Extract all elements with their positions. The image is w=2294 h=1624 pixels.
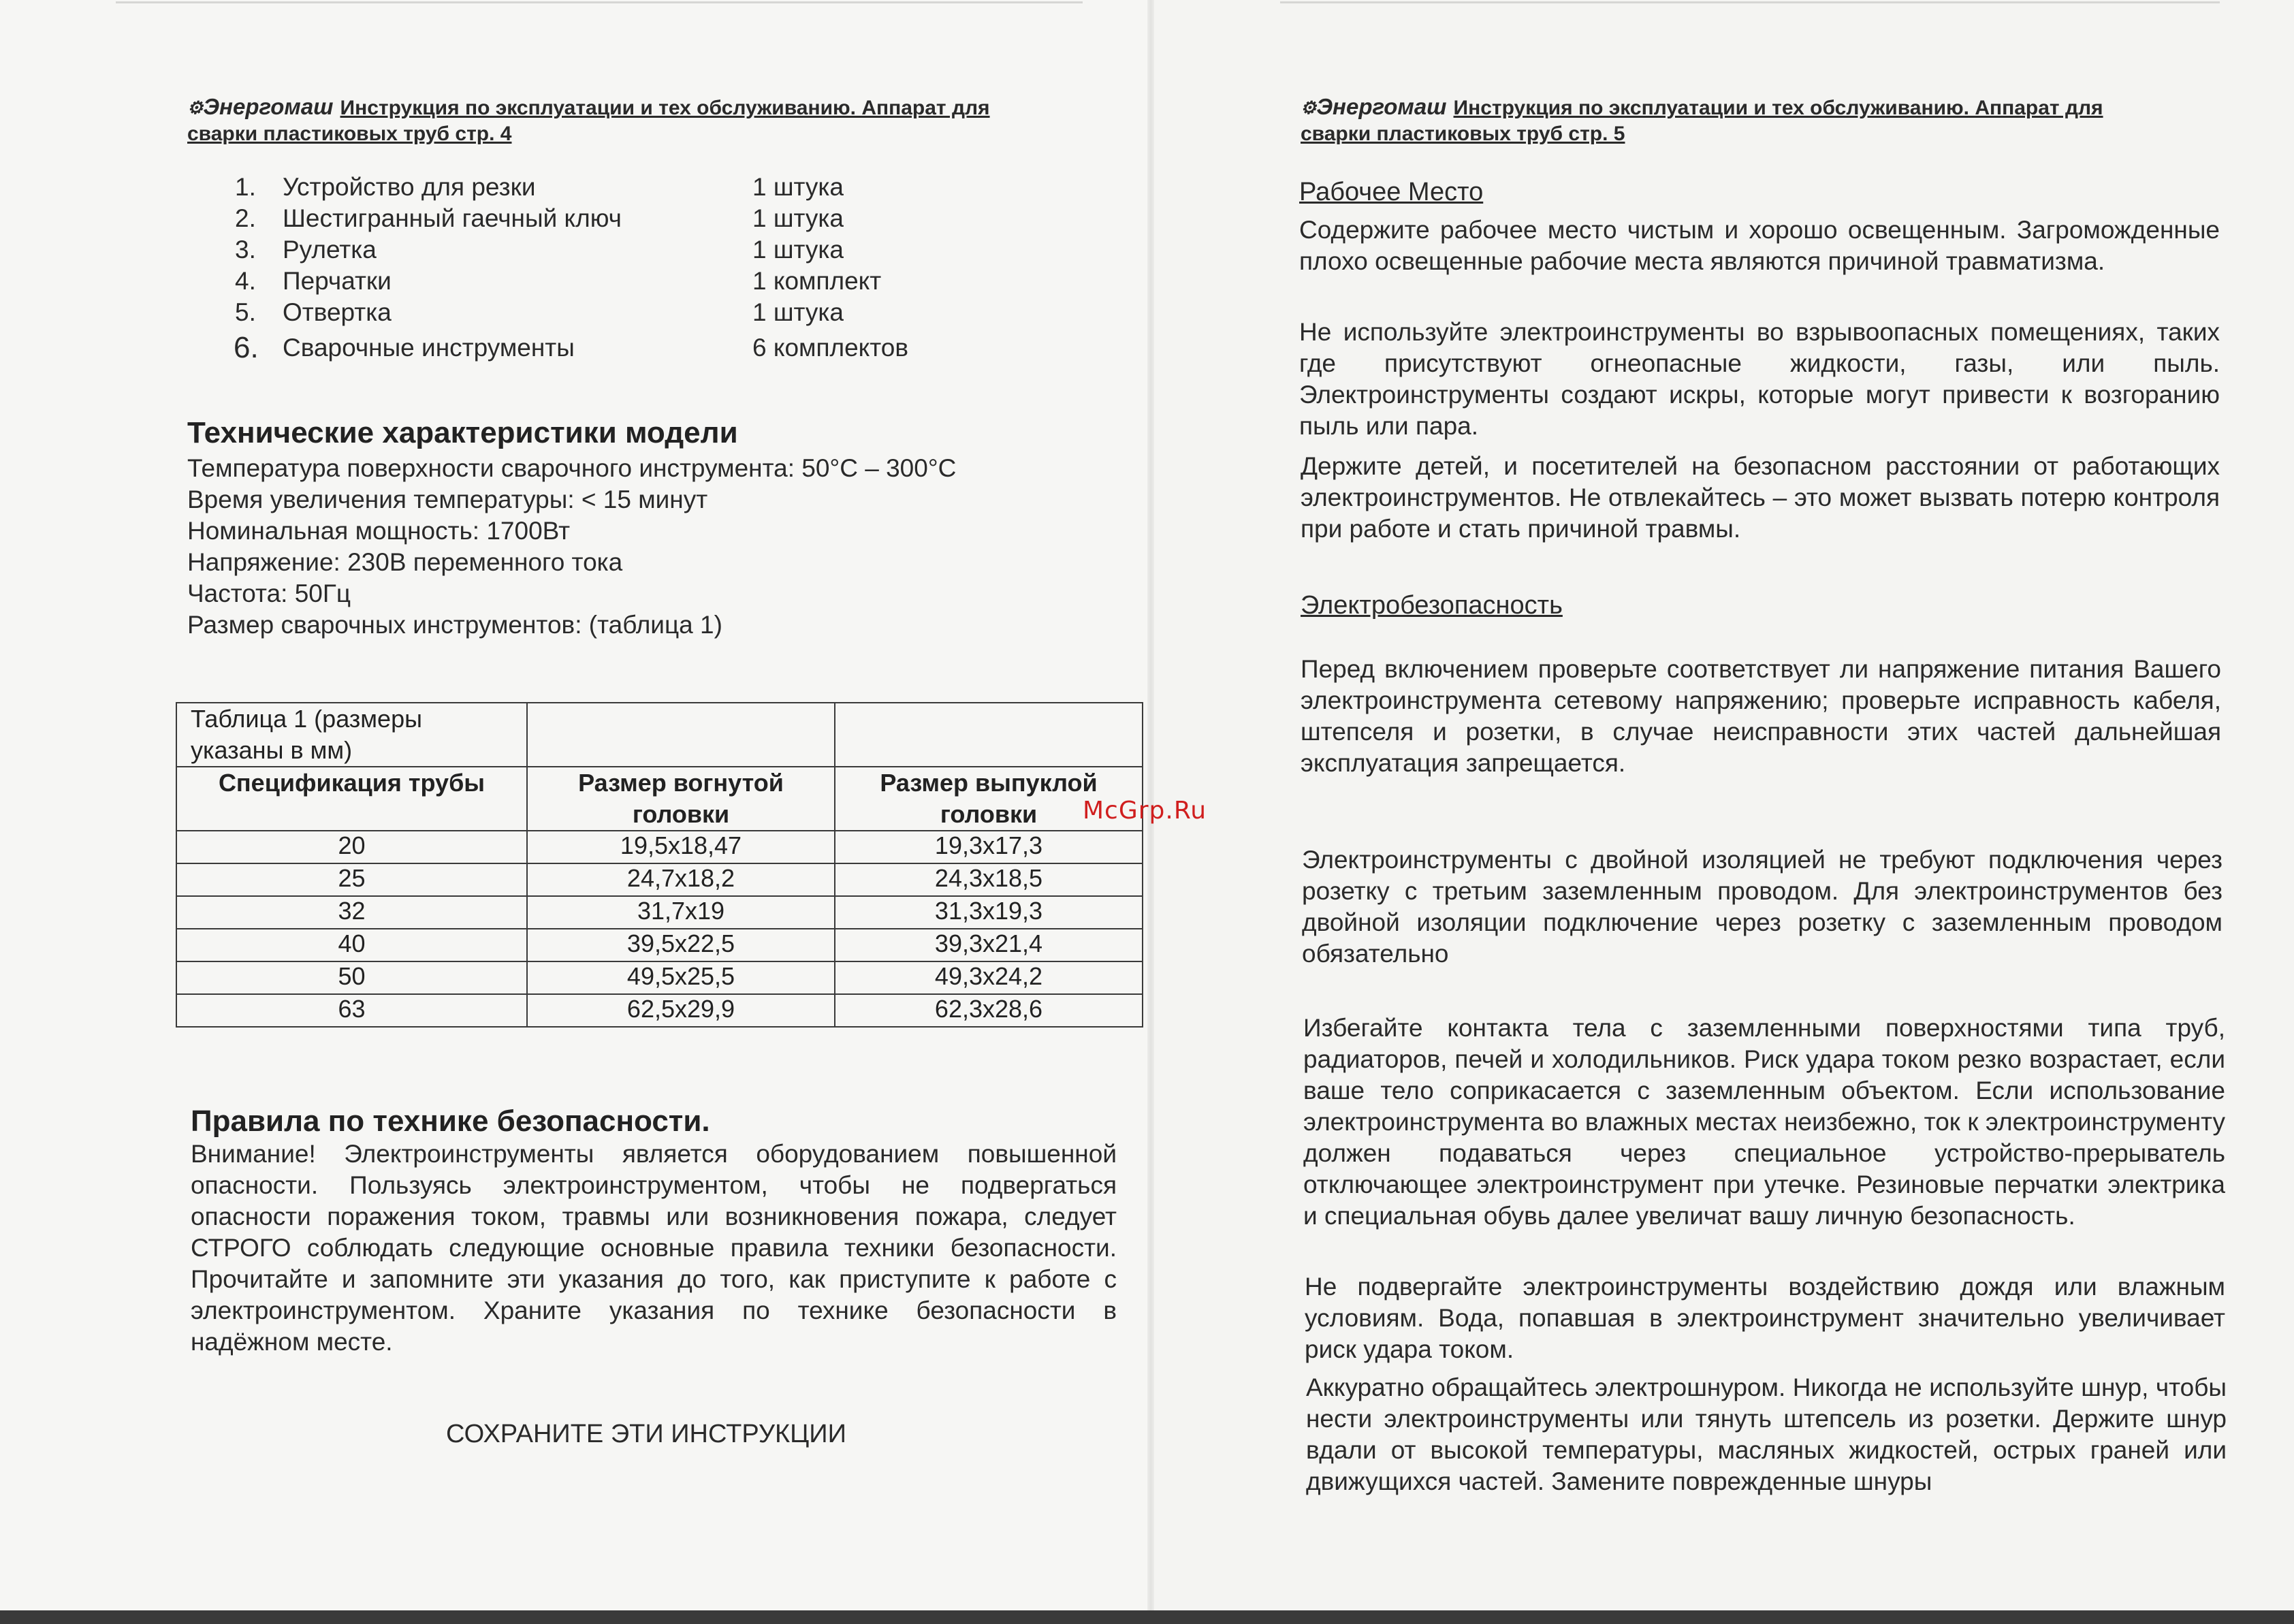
list-item-qty: 1 штука	[752, 173, 844, 201]
table-cell: 19,3х17,3	[835, 831, 1143, 863]
header-concave-size: Размер вогнутой головки	[527, 767, 835, 831]
table-row	[176, 961, 1143, 994]
electrical-paragraph: Перед включением проверьте соответствует ли напряжение питания Вашего электроинструмента сетевому напряжению; проверьте исправность кабеля, штепселя и розетки, в случае неисправности этих частей дальнейшая эксплуатация запрещается.	[1301, 655, 2221, 777]
table-caption: Таблица 1 (размеры указаны в мм)	[176, 703, 527, 767]
table-cell: 24,3х18,5	[835, 863, 1143, 896]
brand-logo: ⚙Энергомаш	[187, 94, 334, 119]
safety-title: Правила по технике безопасности.	[191, 1104, 710, 1138]
electrical-paragraph: Не подвергайте электроинструменты воздействию дождя или влажным условиям. Вода, попавшая в электроинструмент значительно увеличивает риск удара током.	[1305, 1273, 2225, 1363]
top-edge-line	[1280, 1, 2220, 3]
electrical-paragraph: Аккуратно обращайтесь электрошнуром. Никогда не используйте шнур, чтобы нести электроинструменты или тянуть штепсель из розетки. Держите шнур вдали от высокой температуры, масляных жидкостей, острых граней или движущихся частей. Замените поврежденные шнуры	[1306, 1373, 2227, 1495]
list-item-name: Устройство для резки	[283, 173, 536, 201]
list-item-qty: 1 штука	[752, 236, 844, 264]
save-instructions: СОХРАНИТЕ ЭТИ ИНСТРУКЦИИ	[446, 1420, 846, 1448]
electrical-paragraph: Электроинструменты с двойной изоляцией не требуют подключения через розетку с третьим заземленным проводом. Для электроинструментов без двойной изоляции подключение через розетку с заземленным проводом обязательно	[1302, 846, 2223, 968]
table-cell: 62,3х28,6	[835, 994, 1143, 1027]
spec-line: Частота: 50Гц	[187, 579, 351, 607]
spec-line: Время увеличения температуры: < 15 минут	[187, 485, 708, 513]
list-item-name: Рулетка	[283, 236, 377, 264]
list-item-number: 4.	[235, 267, 256, 295]
workplace-paragraph: Содержите рабочее место чистым и хорошо освещенным. Загроможденные плохо освещенные рабочие места являются причиной травматизма.	[1299, 216, 2220, 275]
right-page-header: ⚙Энергомаш Инструкция по эксплуатации и тех обслуживанию. Аппарат для сварки пластиковых труб стр. 5	[1301, 94, 2103, 145]
electrical-safety-title: Электробезопасность	[1301, 591, 1563, 620]
scan-bottom-edge	[0, 1610, 2294, 1624]
workplace-paragraph: Не используйте электроинструменты во взрывоопасных помещениях, таких где присутствуют огнеопасные жидкости, газы, или пыль. Электроинструменты создают искры, которые могут привести к возгоранию пыль или пара.	[1299, 318, 2220, 440]
table-header-row	[176, 767, 1143, 831]
table-row	[176, 929, 1143, 961]
table-row	[176, 994, 1143, 1027]
list-item-name: Перчатки	[283, 267, 392, 295]
table-row	[176, 831, 1143, 863]
table-cell: 63	[176, 994, 527, 1027]
table-row	[176, 863, 1143, 896]
table-row	[176, 896, 1143, 929]
table-cell: 19,5х18,47	[527, 831, 835, 863]
table-cell: 24,7х18,2	[527, 863, 835, 896]
top-edge-line	[116, 1, 1083, 3]
table-cell: 31,7х19	[527, 896, 835, 929]
list-item-qty: 1 штука	[752, 298, 844, 326]
spec-line: Напряжение: 230В переменного тока	[187, 548, 623, 576]
list-item-number: 2.	[235, 204, 256, 232]
list-item-number: 6.	[234, 331, 259, 364]
logo-mark-icon: ⚙	[187, 97, 204, 118]
header-convex-size: Размер выпуклой головки	[835, 767, 1143, 831]
table-cell: 39,5х22,5	[527, 929, 835, 961]
table-cell: 31,3х19,3	[835, 896, 1143, 929]
left-page-header: ⚙Энергомаш Инструкция по эксплуатации и тех обслуживанию. Аппарат для сварки пластиковых труб стр. 4	[187, 94, 990, 145]
header-pipe-spec: Спецификация трубы	[176, 767, 527, 831]
brand-logo: ⚙Энергомаш	[1301, 94, 1447, 119]
list-item-qty: 1 комплект	[752, 267, 882, 295]
table-empty-cell	[835, 703, 1143, 767]
list-item-qty: 1 штука	[752, 204, 844, 232]
list-item-number: 5.	[235, 298, 256, 326]
spec-line: Размер сварочных инструментов: (таблица 1)	[187, 611, 722, 639]
table-cell: 49,5х25,5	[527, 961, 835, 994]
list-item-qty: 6 комплектов	[752, 334, 909, 362]
table-empty-cell	[527, 703, 835, 767]
workplace-title: Рабочее Место	[1299, 178, 1484, 206]
table-cell: 39,3х21,4	[835, 929, 1143, 961]
table-cell: 20	[176, 831, 527, 863]
table-caption-row	[176, 703, 1143, 767]
specs-title: Технические характеристики модели	[187, 416, 738, 449]
table-cell: 32	[176, 896, 527, 929]
watermark: McGrp.Ru	[1083, 797, 1207, 825]
list-item-name: Сварочные инструменты	[283, 334, 575, 362]
list-item-number: 3.	[235, 236, 256, 264]
sizes-table	[176, 702, 1143, 1028]
workplace-paragraph: Держите детей, и посетителей на безопасном расстоянии от работающих электроинструментов. Не отвлекайтесь – это может вызвать потерю контроля при работе и стать причиной травмы.	[1301, 452, 2220, 543]
logo-mark-icon: ⚙	[1301, 97, 1317, 118]
safety-paragraph: Внимание! Электроинструменты является оборудованием повышенной опасности. Пользуясь электроинструментом, чтобы не подвергаться опасности поражения током, травмы или возникновения пожара, следует СТРОГО соблюдать следующие основные правила техники безопасности. Прочитайте и запомните эти указания до того, как приступите к работе с электроинструментом. Храните указания по технике безопасности в надёжном месте.	[191, 1140, 1117, 1356]
list-item-name: Шестигранный гаечный ключ	[283, 204, 622, 232]
table-cell: 49,3х24,2	[835, 961, 1143, 994]
table-cell: 40	[176, 929, 527, 961]
spec-line: Температура поверхности сварочного инструмента: 50°С – 300°С	[187, 454, 957, 482]
table-cell: 25	[176, 863, 527, 896]
spec-line: Номинальная мощность: 1700Вт	[187, 517, 571, 545]
table-cell: 62,5х29,9	[527, 994, 835, 1027]
electrical-paragraph: Избегайте контакта тела с заземленными поверхностями типа труб, радиаторов, печей и холодильников. Риск удара током резко возрастает, если ваше тело соприкасается с заземленным объектом. Если использование электроинструмента во влажных местах неизбежно, ток к электроинструменту должен подаваться через специальное устройство-прерыватель отключающее электроинструмент при утечке. Резиновые перчатки электрика и специальная обувь далее увеличат вашу личную безопасность.	[1303, 1014, 2225, 1230]
table-cell: 50	[176, 961, 527, 994]
list-item-name: Отвертка	[283, 298, 392, 326]
list-item-number: 1.	[235, 173, 256, 201]
